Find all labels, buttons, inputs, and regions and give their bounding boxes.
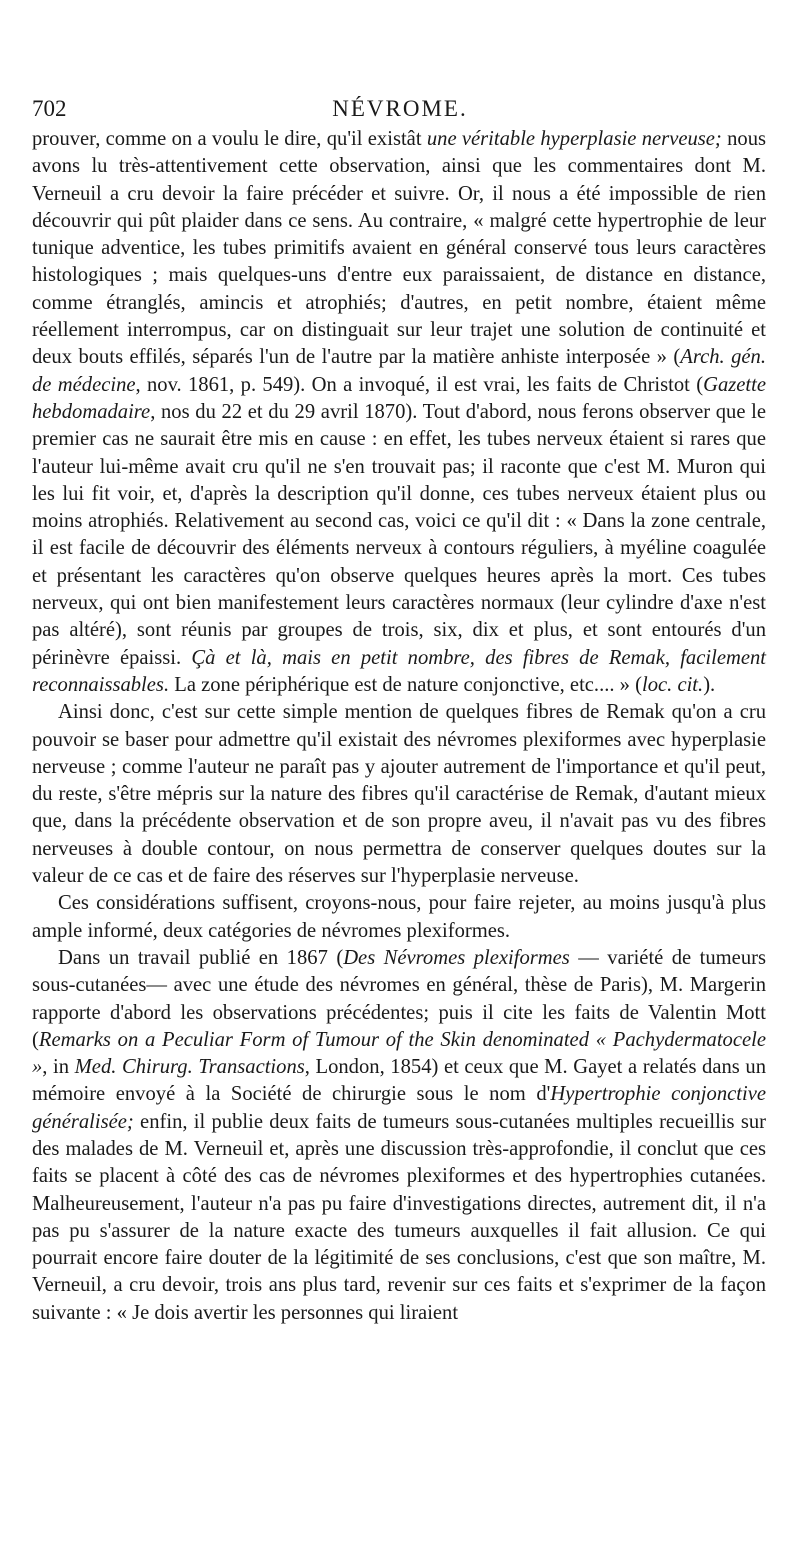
page-number: 702 [32, 96, 67, 121]
text-segment: nous avons lu très-attentivement cette observation, ainsi que les commentaires dont M. Verneuil a cru devoir la faire précéder et suivre. Or, il nous a été impossible de rien découvrir qui pût plaider dans ce sens. Au contraire, « malgré cette hypertrophie de leur tunique adventice, les tubes primitifs avaient en général conservé tous leurs caractères histologiques ; mais quelques-uns d'entre eux paraissaient, de distance en distance, comme étranglés, amincis et atrophiés; d'autres, en petit nombre, étaient même réellement interrompus, car on distinguait sur leur trajet une solution de continuité et deux bouts effilés, séparés l'un de l'autre par la matière anhiste interposée » ( [32, 128, 766, 369]
text-segment: Dans un travail publié en 1867 ( [58, 946, 344, 969]
italic-text: Hypertrophie conjonctive généralisée; [32, 1083, 766, 1133]
text-segment: Ainsi donc, c'est sur cette simple mention de quelques fibres de Remak qu'on a cru pouvoir se baser pour admettre qu'il existait des névromes plexiformes avec hyperplasie nerveuse ; comme l'auteur ne paraît pas y ajouter autrement de l'importance et qu'il peut, du reste, s'être mépris sur la nature des fibres qu'il caractérise de Remak, d'autant mieux que, dans la précédente observation et de son propre aveu, il n'avait pas vu des fibres nerveuses à double contour, on nous permettra de conserver quelques doutes sur la valeur de ce cas et de faire des réserves sur l'hyperplasie nerveuse. [32, 701, 766, 888]
text-segment: prouver, comme on a voulu le dire, qu'il existât [32, 128, 427, 150]
text-segment: , nov. 1861, p. 549). On a invoqué, il est vrai, les faits de Christot ( [135, 373, 704, 396]
italic-text: Gazette hebdomadaire [32, 373, 766, 423]
body-text [32, 126, 766, 1327]
page-header [32, 92, 768, 126]
text-segment: enfin, il publie deux faits de tumeurs sous-cutanées multiples recueillis sur des malades de M. Verneuil et, après une discussion très-approfondie, il conclut que ces faits se placent à côté des cas de névromes plexiformes et des hypertrophies cutanées. Malheureusement, l'auteur n'a pas pu faire d'investigations directes, autrement dit, il n'a pas pu s'assurer de la nature exacte des tumeurs auxquelles il fait allusion. Ce qui pourrait encore faire douter de la légitimité de ses conclusions, c'est que son maître, M. Verneuil, a cru devoir, trois ans plus tard, revenir sur ces faits et s'exprimer de la façon suivante : « Je dois avertir les personnes qui liraient [32, 1110, 766, 1324]
text-segment: — variété de tumeurs sous-cutanées— avec une étude des névromes en général, thèse de Paris), M. Margerin rapporte d'abord les observations précédentes; puis il cite les faits de Valentin Mott ( [32, 946, 766, 1051]
paragraph [32, 945, 766, 1327]
italic-text: Remarks on a Peculiar Form of Tumour of the Skin denominated « Pachydermatocele » [32, 1028, 766, 1079]
italic-text: Med. Chirurg. Transactions [74, 1056, 305, 1079]
italic-text: Arch. gén. de médecine [32, 346, 766, 396]
text-segment: , London, 1854) et ceux que M. Gayet a relatés dans un mémoire envoyé à la Société de chirurgie sous le nom d' [32, 1056, 766, 1106]
paragraph [32, 699, 766, 890]
paragraph [32, 126, 766, 699]
text-segment: , in [42, 1056, 75, 1079]
text-segment: Ces considérations suffisent, croyons-nous, pour faire rejeter, au moins jusqu'à plus ample informé, deux catégories de névromes plexiformes. [32, 892, 766, 942]
running-title: NÉVROME. [332, 96, 468, 121]
paragraph [32, 890, 766, 945]
italic-text: Çà et là, mais en petit nombre, des fibres de Remak, facilement reconnaissables. [32, 646, 766, 696]
text-segment: La zone périphérique est de nature conjonctive, etc.... » ( [169, 673, 642, 696]
text-segment: , nos du 22 et du 29 avril 1870). Tout d'abord, nous ferons observer que le premier cas ne saurait être mis en cause : en effet, les tubes nerveux étaient si rares que l'auteur lui-même avait cru qu'il ne s'en trouvait pas; il raconte que c'est M. Muron qui les lui fit voir, et, d'après la description qu'il donne, ces tubes nerveux étaient plus ou moins atrophiés. Relativement au second cas, voici ce qu'il dit : « Dans la zone centrale, il est facile de découvrir des éléments nerveux à contours réguliers, à myéline coagulée et présentant les caractères qu'on observe quelques heures après la mort. Ces tubes nerveux, qui ont bien manifestement leurs caractères normaux (leur cylindre d'axe n'est pas altéré), sont réunis par groupes de trois, six, dix et plus, et sont entourés d'un périnèvre épaissi. [32, 400, 766, 669]
italic-text: une véritable hyperplasie nerveuse; [426, 128, 722, 150]
italic-text: Des Névromes plexiformes [343, 946, 570, 969]
text-segment: ). [703, 673, 716, 696]
italic-text: loc. cit. [641, 673, 704, 696]
